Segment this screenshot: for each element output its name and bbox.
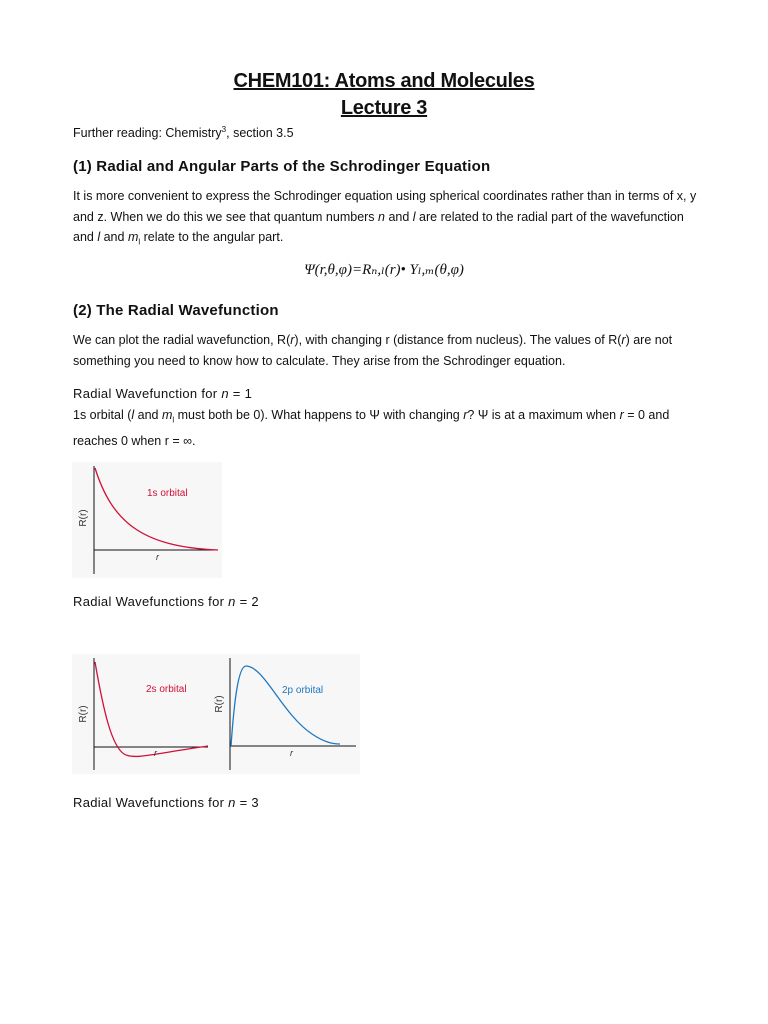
- further-reading-suffix: , section 3.5: [226, 126, 294, 141]
- n1-desc-r: r: [463, 408, 468, 422]
- n1-description: [73, 405, 698, 452]
- p1-text-a: It is more convenient to express the Schrodinger equation using spherical coordinates rather than in terms of x, y and z. When we do this we see that quantum numbers: [73, 189, 697, 224]
- p2-text-b: ), with changing r (distance from nucleus). The values of R(: [294, 333, 622, 347]
- section1-paragraph: [73, 186, 698, 253]
- n3-label-n: n: [228, 795, 236, 810]
- p1-text-c: relate to the angular part.: [140, 230, 284, 244]
- n1-label-n: n: [221, 386, 229, 401]
- fig1-orbital-label: 1s orbital: [147, 488, 188, 499]
- n1-label-b: = 1: [228, 386, 253, 401]
- title-lecture: Lecture 3: [340, 97, 428, 119]
- p1-and: and: [384, 209, 413, 224]
- p2-text-a: We can plot the radial wavefunction, R(: [73, 333, 291, 347]
- n2-label: [73, 594, 259, 609]
- n1-desc-a: 1s orbital (: [73, 408, 132, 422]
- n1-desc-b: must both be 0). What happens to Ψ with changing: [174, 408, 464, 422]
- title-course: CHEM101: Atoms and Molecules: [233, 70, 535, 92]
- p1-l: l: [412, 209, 416, 224]
- schrodinger-equation: Ψ(r,θ,φ)=Rₙ,ₗ(r)• Yₗ,ₘ(θ,φ): [304, 262, 464, 278]
- fig3-ylabel: R(r): [214, 695, 225, 713]
- n3-label: [73, 795, 259, 810]
- fig2-ylabel: R(r): [78, 705, 89, 723]
- n3-label-b: = 3: [235, 795, 259, 810]
- section1-heading: (1) Radial and Angular Parts of the Schrodinger Equation: [73, 158, 491, 175]
- fig3-orbital-label: 2p orbital: [282, 685, 324, 696]
- p1-m-sub: l: [138, 237, 141, 247]
- n1-label: [73, 386, 252, 401]
- p2-text-c: ) are not something you need to know how to calculate. They arise from the Schrodinger equation.: [73, 333, 673, 368]
- section2-heading: (2) The Radial Wavefunction: [73, 302, 279, 319]
- fig2-xlabel: r: [154, 748, 157, 758]
- fig2-orbital-label: 2s orbital: [146, 684, 187, 695]
- n2-label-a: Radial Wavefunctions for: [73, 594, 229, 609]
- p1-l2: l: [97, 230, 101, 244]
- p2-r2: r: [621, 333, 626, 347]
- fig1-ylabel: R(r): [78, 509, 89, 527]
- n1-desc-r2: r: [619, 408, 624, 422]
- n1-desc-m-sub: l: [172, 415, 175, 425]
- n1-desc-c: ? Ψ is at a maximum when: [467, 408, 620, 422]
- fig3-xlabel: r: [290, 748, 293, 758]
- n1-label-a: Radial Wavefunction for: [73, 386, 222, 401]
- n1-desc-m: m: [161, 408, 173, 422]
- p1-m: m: [127, 230, 139, 244]
- p1-and2: and: [100, 230, 128, 244]
- n1-desc-and: and: [134, 408, 162, 422]
- section2-paragraph: [73, 330, 698, 371]
- figure-1s-orbital: [72, 462, 222, 578]
- further-reading: [73, 120, 698, 144]
- n1-desc-d: = 0 and reaches 0 when r = ∞.: [73, 408, 670, 448]
- figure-2s-orbital: [72, 654, 212, 774]
- further-reading-prefix: Further reading: Chemistry: [73, 126, 222, 141]
- figure-2p-orbital: [212, 654, 360, 774]
- p1-text-b: are related to the radial part of the wavefunction and: [73, 209, 684, 244]
- p1-n: n: [378, 209, 385, 224]
- further-reading-superscript: 3: [221, 125, 227, 134]
- p2-r: r: [290, 333, 295, 347]
- fig1-xlabel: r: [156, 552, 159, 562]
- n2-label-n: n: [228, 594, 236, 609]
- n2-label-b: = 2: [235, 594, 259, 609]
- n3-label-a: Radial Wavefunctions for: [73, 795, 229, 810]
- n1-desc-l: l: [131, 408, 135, 422]
